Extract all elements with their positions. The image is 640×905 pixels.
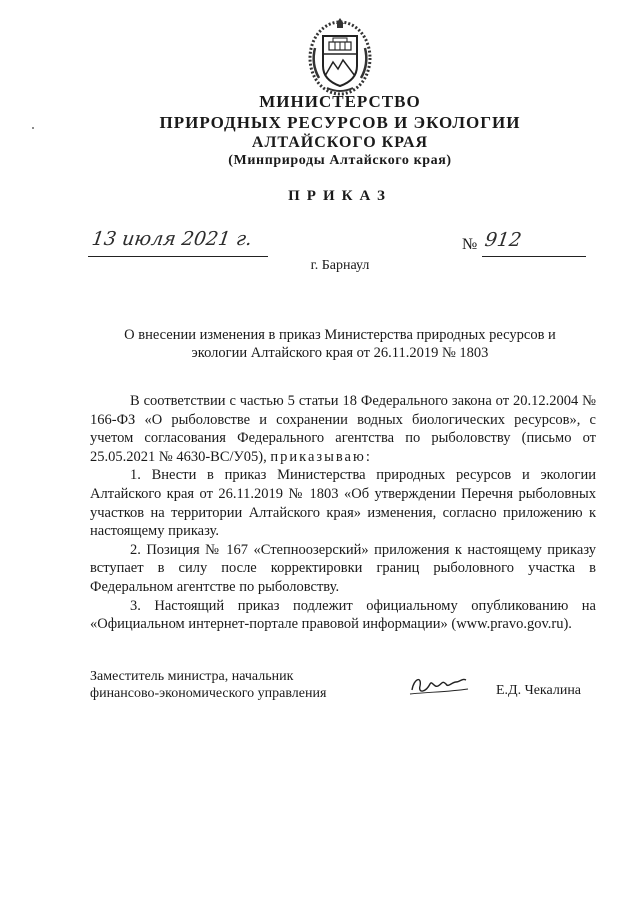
ministry-short-name: (Минприроды Алтайского края) (228, 153, 452, 168)
signatory-position-line1: Заместитель министра, начальник (90, 669, 294, 684)
city-name: г. Барнаул (310, 258, 370, 273)
signatory-name: Е.Д. Чекалина (496, 683, 582, 698)
number-underline (482, 256, 586, 257)
preamble-paragraph (90, 392, 596, 466)
order-item-1: 1. Внести в приказ Министерства природных ресурсов и экологии Алтайского края от 26.11.2019 № 1803 «Об утверждении Перечня рыболовных участков на территории Алтайского края» изменения, согласно приложению к настоящему приказу. (90, 467, 596, 540)
coat-of-arms-emblem (305, 14, 375, 96)
handwritten-date: 13 июля 2021 г. (90, 228, 254, 250)
scan-speck (32, 127, 34, 129)
ministry-name-line1: МИНИСТЕРСТВО (259, 92, 421, 111)
signatory-position (90, 668, 326, 702)
order-item-2: 2. Позиция № 167 «Степноозерский» приложения к настоящему приказу вступает в силу после корректировки границ рыболовного участка в Федеральном агентстве по рыболовству. (90, 541, 596, 595)
preamble-text: В соответствии с частью 5 статьи 18 Федерального закона от 20.12.2004 № 166-ФЗ «О рыболовстве и сохранении водных биологических ресурсов», с учетом согласования Федерального агентства по рыболовству (письмо от 25.05.2021 № 4630-ВС/У05), (90, 393, 596, 465)
order-word: приказываю: (270, 448, 372, 465)
ministry-name-line2: ПРИРОДНЫХ РЕСУРСОВ И ЭКОЛОГИИ (159, 113, 521, 132)
order-item-3: 3. Настоящий приказ подлежит официальному опубликованию на «Официальном интернет-портале правовой информации» (www.pravo.gov.ru). (90, 597, 596, 633)
signatory-position-line2: финансово-экономического управления (90, 686, 327, 701)
handwritten-signature (408, 672, 470, 698)
order-subject: О внесении изменения в приказ Министерства природных ресурсов и экологии Алтайского края от 26.11.2019 № 1803 (124, 327, 556, 361)
ministry-name-line3: АЛТАЙСКОГО КРАЯ (251, 134, 429, 151)
order-body (90, 392, 596, 634)
date-underline (88, 256, 268, 257)
document-type-title: ПРИКАЗ (288, 188, 392, 204)
handwritten-order-number: 912 (483, 229, 523, 251)
order-number-label: № (462, 236, 478, 253)
